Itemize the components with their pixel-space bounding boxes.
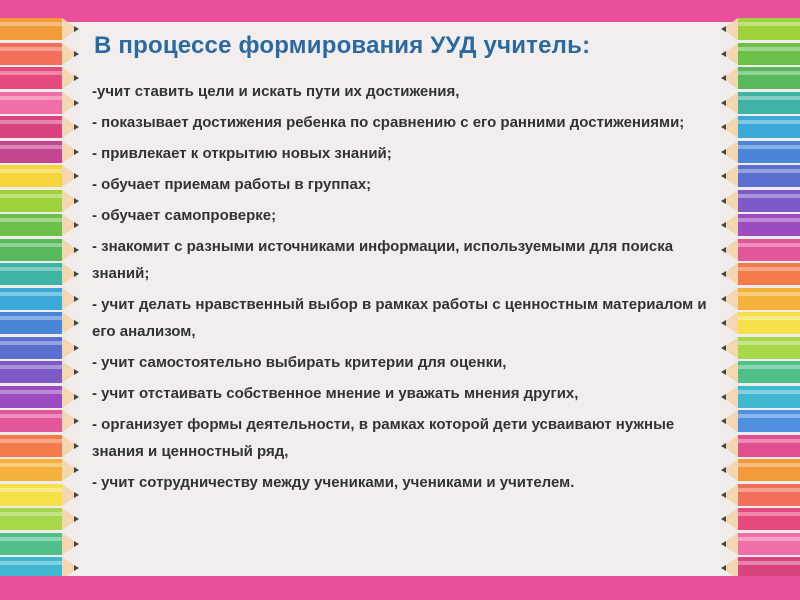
pencil-decoration <box>720 508 800 530</box>
pencil-decoration <box>720 435 800 457</box>
list-item: - привлекает к открытию новых знаний; <box>92 145 392 162</box>
pencil-decoration <box>0 92 80 114</box>
list-item: - учит сотрудничеству между учениками, учениками и учителем. <box>92 474 575 491</box>
list-item: - организует формы деятельности, в рамках которой дети усваивают нужные знания и ценностный ряд, <box>92 416 675 460</box>
pencil-decoration <box>0 141 80 163</box>
pencil-decoration <box>0 337 80 359</box>
pencil-decoration <box>0 484 80 506</box>
pencil-decoration <box>720 410 800 432</box>
pencil-decoration <box>720 263 800 285</box>
bottom-stripe <box>0 576 800 600</box>
list-item: - показывает достижения ребенка по сравнению с его ранними достижениями; <box>92 114 685 131</box>
list-item: - обучает приемам работы в группах; <box>92 176 372 193</box>
pencil-decoration <box>720 386 800 408</box>
pencil-decoration <box>0 288 80 310</box>
pencil-decoration <box>0 508 80 530</box>
pencil-decoration <box>720 18 800 40</box>
pencil-decoration <box>0 459 80 481</box>
pencil-decoration <box>720 67 800 89</box>
pencil-decoration <box>720 288 800 310</box>
pencil-decoration <box>720 361 800 383</box>
bullet-list <box>92 78 712 500</box>
list-item: - учит отстаивать собственное мнение и уважать мнения других, <box>92 385 579 402</box>
pencil-decoration <box>0 18 80 40</box>
pencil-decoration <box>0 190 80 212</box>
pencil-decoration <box>0 239 80 261</box>
pencil-decoration <box>720 533 800 555</box>
pencil-decoration <box>0 312 80 334</box>
pencil-decoration <box>720 165 800 187</box>
right-pencil-border <box>720 18 800 578</box>
pencil-decoration <box>720 92 800 114</box>
pencil-decoration <box>720 239 800 261</box>
pencil-decoration <box>0 435 80 457</box>
pencil-decoration <box>0 214 80 236</box>
pencil-decoration <box>0 410 80 432</box>
pencil-decoration <box>720 190 800 212</box>
pencil-decoration <box>0 165 80 187</box>
list-item: - обучает самопроверке; <box>92 207 277 224</box>
slide-title: В процессе формирования УУД учитель: <box>94 32 591 59</box>
pencil-decoration <box>0 67 80 89</box>
pencil-decoration <box>0 43 80 65</box>
pencil-decoration <box>720 116 800 138</box>
pencil-decoration <box>0 361 80 383</box>
pencil-decoration <box>0 533 80 555</box>
pencil-decoration <box>720 141 800 163</box>
top-stripe <box>0 0 800 22</box>
pencil-decoration <box>720 214 800 236</box>
pencil-decoration <box>720 484 800 506</box>
list-item: - учит делать нравственный выбор в рамках работы с ценностным материалом и его анализом, <box>92 296 707 340</box>
pencil-decoration <box>0 116 80 138</box>
list-item: -учит ставить цели и искать пути их достижения, <box>92 83 460 100</box>
list-item: - знакомит с разными источниками информации, используемыми для поиска знаний; <box>92 238 674 282</box>
left-pencil-border <box>0 18 80 578</box>
pencil-decoration <box>0 386 80 408</box>
pencil-decoration <box>720 459 800 481</box>
pencil-decoration <box>720 43 800 65</box>
pencil-decoration <box>720 337 800 359</box>
pencil-decoration <box>0 263 80 285</box>
list-item: - учит самостоятельно выбирать критерии для оценки, <box>92 354 507 371</box>
pencil-decoration <box>720 312 800 334</box>
